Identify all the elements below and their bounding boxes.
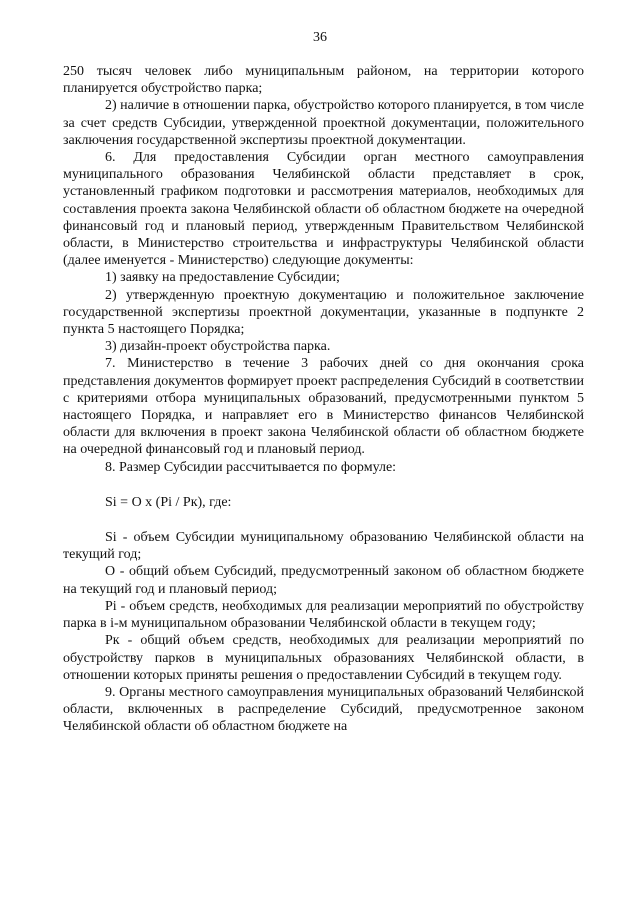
paragraph-clause-8: 8. Размер Субсидии рассчитывается по формуле: xyxy=(105,459,397,475)
document-body xyxy=(63,63,584,736)
paragraph-list-item-1: 1) заявку на предоставление Субсидии; xyxy=(105,270,340,286)
paragraph-list-item-2: 2) утвержденную проектную документацию и положительное заключение государственной экспертизы проектной документации, указанные в подпункте 2 пункта 5 настоящего Порядка; xyxy=(63,287,584,338)
paragraph-clause-9: 9. Органы местного самоуправления муниципальных образований Челябинской области, включенных в распределение Субсидий, предусмотренное законом Челябинской области об областном бюджете на xyxy=(63,684,584,735)
paragraph-clause-7: 7. Министерство в течение 3 рабочих дней со дня окончания срока представления документов формирует проект распределения Субсидий в соответствии с критериями отбора муниципальных образований, предусмотренными пунктом 5 настоящего Порядка, и направляет его в Министерство финансов Челябинской области для включения в проект закона Челябинской области об областном бюджете на очередной финансовый год и плановый период. xyxy=(63,356,584,458)
definition-o: O - общий объем Субсидий, предусмотренный законом об областном бюджете на текущий год и плановый период; xyxy=(63,564,584,597)
paragraph-list-item-3: 3) дизайн-проект обустройства парка. xyxy=(105,339,331,355)
page-number: 36 xyxy=(313,30,327,45)
formula: Si = O x (Pi / Pк), где: xyxy=(105,494,232,510)
spacer xyxy=(63,511,584,529)
spacer xyxy=(63,476,584,494)
paragraph-continuation: 250 тысяч человек либо муниципальным районом, на территории которого планируется обустройство парка; xyxy=(63,64,584,97)
definition-pk: Pк - общий объем средств, необходимых для реализации мероприятий по обустройству парков в муниципальных образованиях Челябинской области, в отношении которых приняты решения о предоставлении Субсидий в текущем году. xyxy=(63,633,584,683)
paragraph-clause-6: 6. Для предоставления Субсидии орган местного самоуправления муниципального образования Челябинской области представляет в срок, установленный графиком подготовки и рассмотрения материалов, необходимых для составления проекта закона Челябинской области об областном бюджете на очередной финансовый год и плановый период, утвержденным Правительством Челябинской области, в Министерство строительства и инфраструктуры Челябинской области (далее именуется - Министерство) следующие документы: xyxy=(63,150,584,269)
paragraph-item-2: 2) наличие в отношении парка, обустройство которого планируется, в том числе за счет средств Субсидии, утвержденной проектной документации, положительного заключения государственной экспертизы проектной документации. xyxy=(63,98,584,148)
definition-pi: Pi - объем средств, необходимых для реализации мероприятий по обустройству парка в i-м муниципальном образовании Челябинской области в текущем году; xyxy=(63,598,584,632)
definition-si: Si - объем Субсидии муниципальному образованию Челябинской области на текущий год; xyxy=(63,530,584,563)
